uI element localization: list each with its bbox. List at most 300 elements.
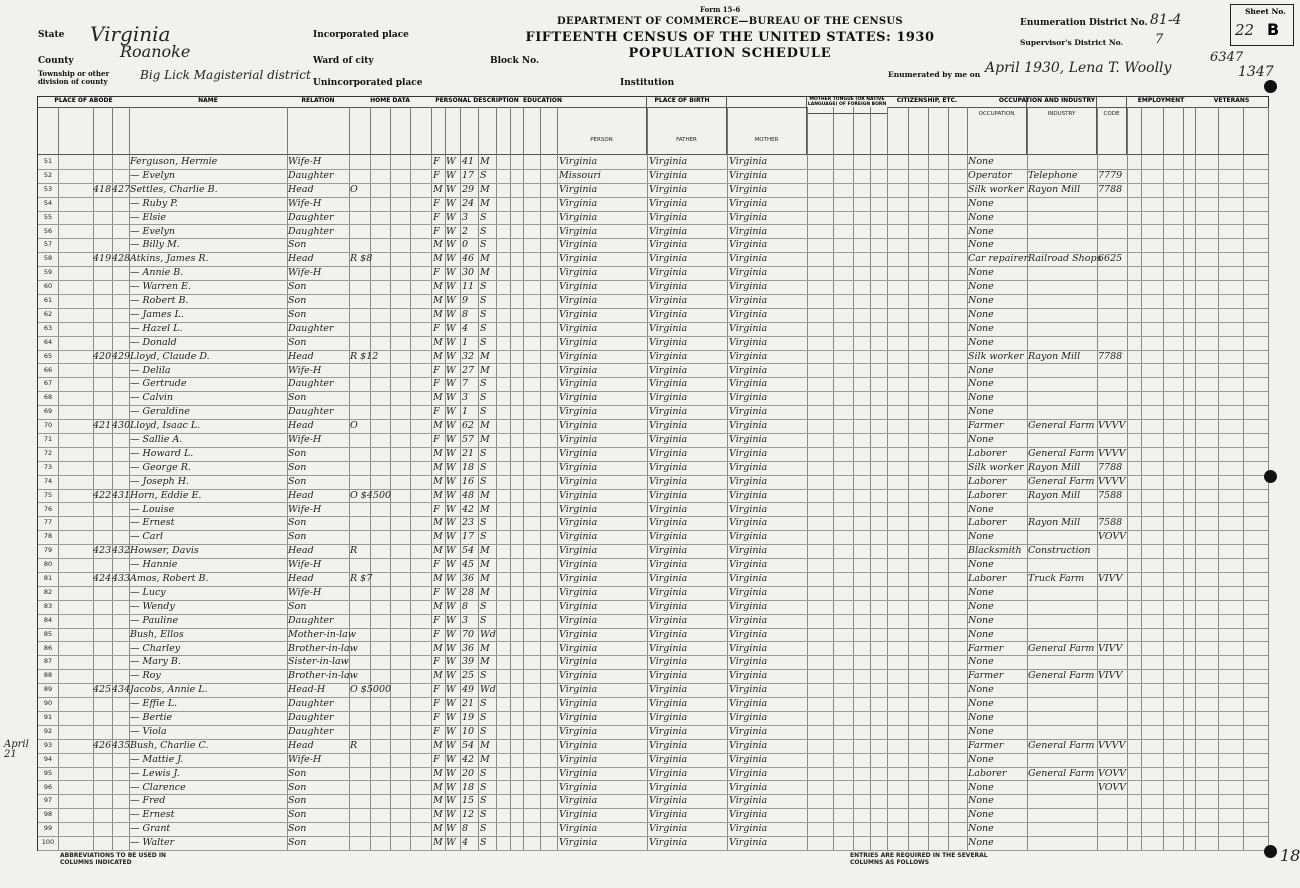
cell-race: W (446, 197, 456, 209)
cell-age: 3 (462, 392, 469, 404)
cell-n: 73 (43, 462, 53, 471)
cell-fb: Virginia (649, 559, 688, 571)
cell-rel: Son (288, 600, 307, 612)
cell-home (350, 169, 410, 183)
cell-pb: Virginia (559, 447, 598, 459)
cell-rel: Head (288, 253, 314, 265)
cell-name: — Fred (130, 795, 166, 807)
cell-sex: F (433, 586, 440, 598)
cell-rel: Wife-H (288, 434, 322, 445)
cell-mb: Virginia (729, 698, 768, 710)
cell-dw (93, 725, 111, 739)
table-row (38, 238, 1268, 253)
cell-occ: None (968, 336, 994, 348)
cell-n: 66 (43, 365, 53, 374)
cell-pb: Virginia (559, 739, 598, 751)
cell-race: W (446, 183, 456, 195)
cell-n: 92 (43, 726, 53, 735)
cell-fam: 428 (112, 253, 131, 265)
cell-mb: Virginia (729, 531, 768, 543)
cell-dw (93, 516, 111, 530)
cell-mb: Virginia (729, 350, 768, 362)
cell-sex: F (433, 434, 440, 445)
cell-home (350, 447, 410, 461)
cell-code (1098, 322, 1128, 336)
cell-fam: 427 (112, 183, 131, 195)
cell-pb: Virginia (559, 809, 598, 821)
table-rows (38, 155, 1268, 850)
cell-pb: Virginia (559, 684, 598, 696)
cell-rel: Brother-in-law (288, 670, 358, 682)
cell-ind (1028, 308, 1098, 322)
cell-name: — Lucy (130, 586, 166, 598)
cell-fam (112, 225, 130, 239)
cell-age: 41 (462, 156, 475, 167)
table-row (38, 419, 1268, 434)
cell-race: W (446, 156, 456, 167)
cell-n: 67 (43, 379, 53, 388)
cell-fam (112, 238, 130, 252)
cell-rel: Head (288, 489, 314, 501)
cell-age: 21 (462, 698, 475, 710)
cell-fb: Virginia (649, 197, 688, 209)
cell-age: 25 (462, 670, 475, 682)
cell-mb: Virginia (729, 781, 768, 793)
cell-age: 18 (462, 461, 475, 473)
cell-race: W (446, 795, 456, 807)
cell-mb: Virginia (729, 211, 768, 223)
cell-pb: Virginia (559, 531, 598, 543)
table-row (38, 739, 1268, 754)
cell-dw: 419 (93, 253, 112, 265)
cell-sex: F (433, 406, 440, 418)
cell-dw: 420 (93, 350, 112, 362)
cell-ms: S (480, 614, 487, 626)
cell-race: W (446, 169, 456, 181)
cell-rel: Sister-in-law (288, 656, 349, 668)
cell-occ: None (968, 225, 994, 237)
table-row (38, 628, 1268, 643)
cell-ind (1028, 697, 1098, 711)
binder-hole (1264, 80, 1277, 93)
enum-district-label: Enumeration District No. (1020, 18, 1148, 28)
cell-occ: None (968, 378, 994, 390)
enum-district-value: 81-4 (1150, 12, 1182, 28)
cell-home (350, 725, 410, 739)
cell-mb: Virginia (729, 503, 768, 515)
cell-ind (1028, 377, 1098, 391)
table-row (38, 600, 1268, 615)
group-place-of-abode: PLACE OF ABODE (38, 97, 129, 108)
cell-n: 51 (43, 157, 53, 165)
cell-dw (93, 155, 111, 169)
cell-ind (1028, 197, 1098, 211)
cell-mb: Virginia (729, 545, 768, 557)
cell-sex: M (433, 545, 443, 557)
cell-dw (93, 655, 111, 669)
cell-occ: None (968, 503, 994, 515)
cell-dw (93, 308, 111, 322)
cell-race: W (446, 364, 456, 376)
cell-occ: None (968, 308, 994, 320)
cell-race: W (446, 503, 456, 515)
cell-ind (1028, 628, 1098, 642)
cell-name: Bush, Ellos (130, 628, 184, 640)
cell-sex: M (433, 183, 443, 195)
col-occupation: OCCUPATION (967, 97, 1027, 155)
cell-occ: Laborer (968, 517, 1007, 529)
cell-n: 97 (43, 796, 53, 805)
cell-age: 19 (462, 712, 475, 723)
cell-rel: Son (288, 295, 307, 306)
cell-n: 86 (43, 643, 53, 652)
cell-mb: Virginia (729, 434, 768, 445)
group-place-of-birth: PLACE OF BIRTH (557, 97, 807, 108)
cell-fb: Virginia (649, 336, 688, 348)
cell-home (350, 280, 410, 294)
cell-code (1098, 725, 1128, 739)
cell-name: Amos, Robert B. (130, 573, 209, 584)
cell-fam (112, 475, 130, 489)
cell-mb: Virginia (729, 573, 768, 584)
cell-code (1098, 433, 1128, 447)
cell-n: 83 (43, 601, 53, 610)
cell-mb: Virginia (729, 725, 768, 737)
table-row (38, 836, 1268, 851)
cell-n: 93 (43, 740, 53, 749)
cell-n: 81 (43, 574, 53, 582)
cell-name: Howser, Davis (130, 545, 199, 557)
cell-code: VVVV (1098, 447, 1126, 459)
cell-n: 79 (43, 546, 53, 555)
cell-ms: S (480, 809, 487, 821)
cell-ms: M (480, 434, 490, 445)
cell-sex: F (433, 322, 440, 334)
cell-age: 8 (462, 600, 469, 612)
cell-ms: S (480, 392, 487, 404)
cell-race: W (446, 517, 456, 529)
cell-dw (93, 628, 111, 642)
cell-age: 11 (462, 281, 475, 293)
cell-rel: Wife-H (288, 197, 322, 209)
cell-name: Atkins, James R. (130, 253, 209, 265)
cell-race: W (446, 684, 456, 696)
cell-ms: M (480, 545, 490, 557)
cell-home (350, 669, 410, 683)
cell-pb: Virginia (559, 475, 598, 487)
cell-n: 82 (43, 587, 53, 596)
cell-code: VOVV (1098, 781, 1127, 793)
cell-ms: S (480, 336, 487, 348)
cell-ms: M (480, 183, 490, 195)
cell-race: W (446, 698, 456, 710)
cell-pb: Virginia (559, 586, 598, 598)
cell-age: 42 (462, 503, 475, 515)
cell-sex: M (433, 461, 443, 473)
cell-rel: Daughter (288, 169, 334, 181)
cell-rel: Daughter (288, 725, 334, 737)
cell-ms: M (480, 489, 490, 501)
cell-age: 3 (462, 614, 469, 626)
table-row (38, 794, 1268, 809)
cell-occ: Laborer (968, 475, 1007, 487)
cell-pb: Virginia (559, 545, 598, 557)
cell-home (350, 697, 410, 711)
table-row (38, 781, 1268, 796)
table-row (38, 266, 1268, 281)
cell-fb: Virginia (649, 364, 688, 376)
cell-ind: Rayon Mill (1028, 489, 1081, 501)
cell-sex: F (433, 225, 440, 237)
cell-sex: M (433, 573, 443, 584)
cell-home (350, 586, 410, 600)
cell-rel: Son (288, 336, 307, 348)
cell-sex: M (433, 823, 443, 835)
cell-race: W (446, 739, 456, 751)
cell-sex: M (433, 670, 443, 682)
cell-rel: Wife-H (288, 503, 322, 515)
cell-name: — Ruby P. (130, 197, 178, 209)
table-row (38, 364, 1268, 379)
col-mother: MOTHER (727, 97, 807, 155)
cell-race: W (446, 781, 456, 793)
cell-fam (112, 628, 130, 642)
cell-dw (93, 169, 111, 183)
cell-name: Jacobs, Annie L. (130, 684, 208, 696)
cell-mb: Virginia (729, 823, 768, 835)
cell-code: VVVV (1098, 739, 1126, 751)
cell-ms: S (480, 295, 487, 306)
table-row (38, 377, 1268, 392)
cell-dw (93, 391, 111, 405)
group-name: NAME (129, 97, 287, 108)
cell-ind: Rayon Mill (1028, 350, 1081, 362)
table-row (38, 405, 1268, 420)
cell-ms: S (480, 447, 487, 459)
cell-age: 8 (462, 308, 469, 320)
cell-n: 57 (43, 240, 53, 249)
cell-fam (112, 614, 130, 628)
cell-home (350, 794, 410, 808)
ward-label: Ward of city (313, 56, 374, 66)
cell-n: 96 (43, 782, 53, 791)
cell-occ: None (968, 823, 994, 835)
cell-home (350, 753, 410, 767)
cell-fb: Virginia (649, 753, 688, 765)
cell-name: — Evelyn (130, 225, 175, 237)
cell-mb: Virginia (729, 420, 768, 432)
cell-occ: None (968, 406, 994, 418)
cell-race: W (446, 281, 456, 293)
cell-age: 45 (462, 559, 475, 571)
cell-dw (93, 197, 111, 211)
cell-mb: Virginia (729, 392, 768, 404)
cell-n: 56 (43, 226, 53, 235)
cell-dw (93, 503, 111, 517)
cell-rel: Son (288, 281, 307, 293)
cell-n: 75 (43, 490, 53, 499)
cell-fb: Virginia (649, 322, 688, 334)
cell-sex: M (433, 489, 443, 501)
county-value: Roanoke (120, 42, 191, 61)
cell-fb: Virginia (649, 225, 688, 237)
cell-name: — Geraldine (130, 406, 190, 418)
cell-code: 6625 (1098, 253, 1123, 265)
cell-pb: Virginia (559, 573, 598, 584)
cell-mb: Virginia (729, 489, 768, 501)
cell-code (1098, 405, 1128, 419)
cell-rel: Son (288, 837, 307, 849)
cell-ind: Construction (1028, 545, 1091, 557)
cell-n: 53 (43, 184, 53, 193)
township-value: Big Lick Magisterial district (140, 68, 311, 82)
cell-race: W (446, 586, 456, 598)
cell-dw (93, 600, 111, 614)
table-row (38, 336, 1268, 351)
cell-age: 23 (462, 517, 475, 529)
cell-code (1098, 808, 1128, 822)
cell-occ: Silk worker (968, 350, 1024, 362)
cell-pb: Virginia (559, 837, 598, 849)
cell-ind: General Farm (1028, 739, 1095, 751)
cell-fb: Virginia (649, 489, 688, 501)
cell-mb: Virginia (729, 712, 768, 723)
cell-pb: Virginia (559, 322, 598, 334)
cell-race: W (446, 642, 456, 654)
cell-home (350, 503, 410, 517)
cell-dw (93, 753, 111, 767)
cell-fam (112, 211, 130, 225)
cell-fb: Virginia (649, 725, 688, 737)
department-title: DEPARTMENT OF COMMERCE—BUREAU OF THE CENSUS (557, 16, 903, 27)
cell-name: — Effie L. (130, 698, 178, 710)
cell-ms: M (480, 253, 490, 265)
cell-dw (93, 642, 111, 656)
cell-code (1098, 697, 1128, 711)
cell-name: — James L. (130, 308, 184, 320)
cell-dw (93, 266, 111, 280)
cell-mb: Virginia (729, 197, 768, 209)
cell-age: 0 (462, 239, 469, 251)
cell-ind: Rayon Mill (1028, 461, 1081, 473)
cell-ind (1028, 155, 1098, 169)
cell-ms: S (480, 670, 487, 682)
cell-fam (112, 767, 130, 781)
group-education: EDUCATION (523, 97, 557, 108)
cell-mb: Virginia (729, 753, 768, 765)
cell-mb: Virginia (729, 156, 768, 167)
cell-name: — Robert B. (130, 295, 189, 306)
cell-fb: Virginia (649, 169, 688, 181)
cell-fb: Virginia (649, 503, 688, 515)
cell-code (1098, 822, 1128, 836)
cell-ms: S (480, 211, 487, 223)
cell-pb: Virginia (559, 781, 598, 793)
cell-occ: None (968, 614, 994, 626)
cell-home (350, 530, 410, 544)
table-row (38, 753, 1268, 768)
cell-rel: Head (288, 573, 314, 584)
cell-name: — Annie B. (130, 267, 184, 279)
cell-fb: Virginia (649, 670, 688, 682)
cell-code (1098, 753, 1128, 767)
cell-age: 21 (462, 447, 475, 459)
cell-fam (112, 516, 130, 530)
cell-code (1098, 211, 1128, 225)
cell-ms: S (480, 698, 487, 710)
table-row (38, 725, 1268, 740)
cell-code (1098, 155, 1128, 169)
cell-code (1098, 655, 1128, 669)
cell-age: 32 (462, 350, 475, 362)
cell-home (350, 197, 410, 211)
cell-ms: S (480, 712, 487, 723)
cell-ind (1028, 600, 1098, 614)
table-row (38, 280, 1268, 295)
cell-name: — Billy M. (130, 239, 180, 251)
cell-n: 74 (43, 476, 53, 485)
cell-mb: Virginia (729, 795, 768, 807)
cell-name: — Sallie A. (130, 434, 183, 445)
cell-pb: Virginia (559, 156, 598, 167)
cell-pb: Virginia (559, 420, 598, 432)
cell-mb: Virginia (729, 281, 768, 293)
group-citizenship: CITIZENSHIP, ETC. (887, 97, 967, 108)
cell-age: 17 (462, 531, 475, 543)
cell-n: 91 (43, 713, 53, 721)
cell-dw (93, 294, 111, 308)
table-row (38, 169, 1268, 184)
cell-dw (93, 475, 111, 489)
cell-sex: F (433, 267, 440, 279)
cell-ind (1028, 322, 1098, 336)
cell-home (350, 461, 410, 475)
cell-age: 36 (462, 573, 475, 584)
cell-mb: Virginia (729, 183, 768, 195)
cell-name: Lloyd, Claude D. (130, 350, 210, 362)
cell-sex: F (433, 656, 440, 668)
cell-pb: Virginia (559, 267, 598, 279)
cell-occ: Laborer (968, 489, 1007, 501)
cell-mb: Virginia (729, 378, 768, 390)
cell-sex: F (433, 156, 440, 167)
cell-fam (112, 836, 130, 850)
cell-n: 54 (43, 198, 53, 207)
cell-name: — Charley (130, 642, 181, 654)
cell-occ: Farmer (968, 739, 1004, 751)
cell-dw (93, 364, 111, 378)
cell-fam (112, 336, 130, 350)
cell-race: W (446, 475, 456, 487)
cell-code (1098, 586, 1128, 600)
cell-ms: M (480, 420, 490, 432)
cell-fam (112, 642, 130, 656)
cell-home (350, 405, 410, 419)
cell-name: — Clarence (130, 781, 186, 793)
cell-pb: Virginia (559, 434, 598, 445)
table-row (38, 655, 1268, 670)
cell-rel: Son (288, 475, 307, 487)
cell-n: 69 (43, 407, 53, 416)
cell-ind (1028, 530, 1098, 544)
cell-mb: Virginia (729, 642, 768, 654)
cell-ind: General Farm (1028, 475, 1095, 487)
cell-pb: Virginia (559, 281, 598, 293)
cell-pb: Virginia (559, 642, 598, 654)
cell-code (1098, 711, 1128, 725)
cell-occ: None (968, 392, 994, 404)
cell-pb: Virginia (559, 698, 598, 710)
